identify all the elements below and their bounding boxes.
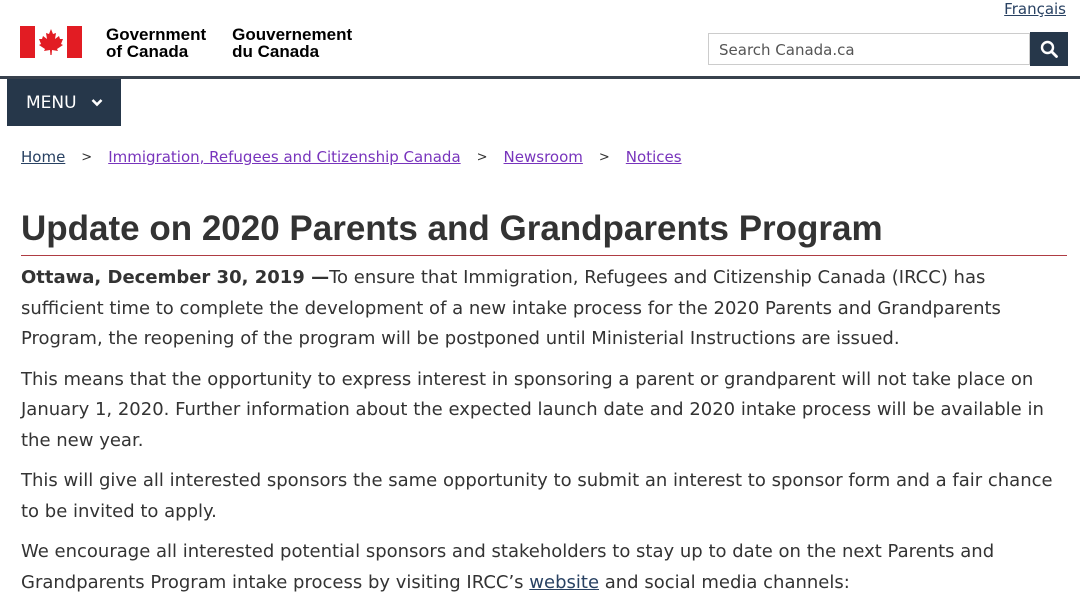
ircc-website-link[interactable]: website: [529, 571, 600, 593]
government-of-canada-signature[interactable]: [20, 26, 378, 60]
article-paragraph: This means that the opportunity to express interest in sponsoring a parent or grandparent will not take place on January 1, 2020. Further information about the expected launch date and 2020 intake process will be available in the new year.: [21, 368, 1044, 451]
article-paragraph: This will give all interested sponsors the same opportunity to submit an interest to sponsor form and a fair chance to be invited to apply.: [21, 470, 1053, 522]
site-search: [708, 33, 1068, 66]
signature-en-line1: Government: [106, 25, 207, 44]
chevron-down-icon: [91, 98, 103, 107]
signature-english: [106, 26, 206, 60]
menu-label: MENU: [26, 92, 77, 113]
breadcrumb-separator: >: [598, 150, 610, 165]
search-icon: [1040, 40, 1058, 58]
article-paragraph: [21, 263, 1066, 355]
breadcrumb-home[interactable]: Home: [21, 148, 66, 166]
search-button[interactable]: [1030, 32, 1068, 66]
paragraph-text: and social media channels:: [599, 571, 850, 593]
breadcrumb: [21, 148, 682, 168]
signature-fr-line1: Gouvernement: [232, 25, 353, 44]
breadcrumb-ircc[interactable]: Immigration, Refugees and Citizenship Canada: [108, 148, 461, 166]
breadcrumb-separator: >: [81, 150, 93, 165]
dateline: Ottawa, December 30, 2019 —: [21, 267, 330, 288]
canada-flag-icon: [20, 26, 82, 58]
breadcrumb-notices[interactable]: Notices: [625, 148, 682, 166]
paragraph-text: To ensure that Immigration, Refugees and Citizenship Canada (IRCC) has sufficient time to complete the development of a new intake process for the 2020 Parents and Grandparents Program, the reopening of the program will be postponed until Ministerial Instructions are issued.: [21, 267, 1001, 349]
paragraph-text: We encourage all interested potential sponsors and stakeholders to stay up to date on the next Parents and Grandparents Program intake process by visiting IRCC’s: [21, 541, 995, 593]
breadcrumb-newsroom[interactable]: Newsroom: [503, 148, 583, 166]
menu-button[interactable]: [7, 79, 121, 126]
search-input[interactable]: Search Canada.ca: [708, 33, 1030, 65]
page-title: Update on 2020 Parents and Grandparents Program: [21, 206, 1067, 256]
signature-fr-line2: du Canada: [232, 42, 320, 61]
article-body: [21, 263, 1066, 608]
header-divider: [0, 76, 1080, 79]
article-paragraph: [21, 537, 1066, 598]
language-toggle-link[interactable]: Français: [1004, 0, 1066, 18]
breadcrumb-separator: >: [476, 150, 488, 165]
signature-french: [232, 26, 352, 60]
signature-en-line2: of Canada: [106, 42, 189, 61]
